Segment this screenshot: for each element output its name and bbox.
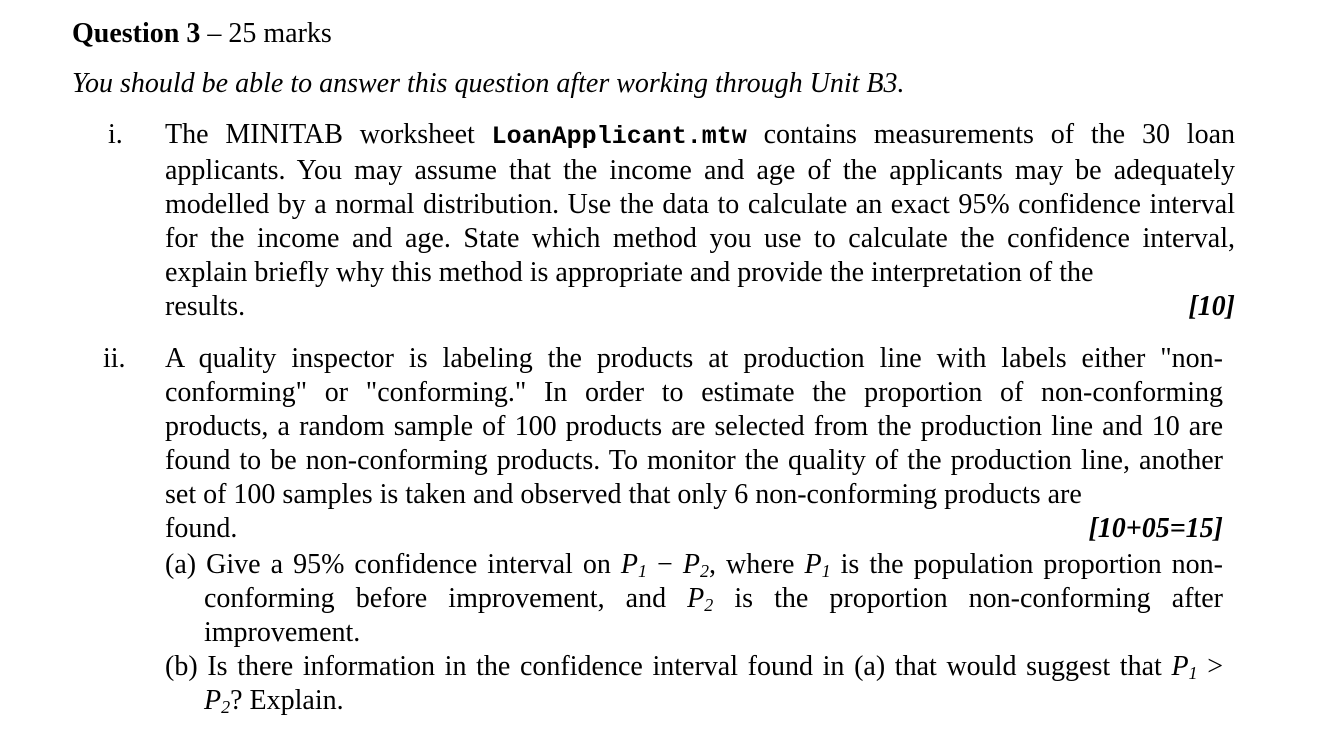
math-minus: − <box>647 549 683 580</box>
math-p1: $P_1$ <box>1171 651 1198 683</box>
part-ii-number: ii. <box>103 343 126 374</box>
part-ii-last-line <box>165 512 1223 546</box>
question-heading <box>72 16 332 52</box>
part-i-last-line <box>165 290 1235 324</box>
question-marks: 25 marks <box>228 18 332 49</box>
sub-question-a <box>165 548 1223 650</box>
sub-a-text-4: is the proportion non-conforming after improvement. <box>204 583 1223 648</box>
part-i-last-word: results. <box>165 291 246 322</box>
sub-a-text-3: is the population proportion non-conforming before improvement, and <box>204 549 1224 614</box>
part-i-text-body: contains measurements of the 30 loan applicants. You may assume that the income and age of the applicants may be adequately modelled by a normal distribution. Use the data to calculate an exact 95% confidence interval for the income and age. State which method you use to calculate the confidence interval, explain briefly why this method is appropriate and provide the interpretation of the <box>165 119 1235 288</box>
heading-separator: – <box>200 18 229 49</box>
math-p2: $P_2$ <box>204 685 231 717</box>
part-ii-text-body: A quality inspector is labeling the products at production line with labels either "non-conforming" or "conforming." In order to estimate the proportion of non-conforming products, a random sample of 100 products are selected from the production line and 10 are found to be non-conforming products. To monitor the quality of the production line, another set of 100 samples is taken and observed that only 6 non-conforming products are <box>165 343 1223 510</box>
math-p2: $P_2$ <box>682 549 709 581</box>
sub-b-text-2: ? Explain. <box>230 685 344 716</box>
part-ii-marks: [10+05=15] <box>1088 513 1223 544</box>
part-i-text <box>165 118 1235 324</box>
part-ii-text <box>165 342 1223 546</box>
sub-b-label: (b) <box>165 651 198 682</box>
math-p2: $P_2$ <box>687 583 714 615</box>
question-instruction: You should be able to answer this question after working through Unit B3. <box>72 68 905 99</box>
math-p1: $P_1$ <box>804 549 831 581</box>
part-ii-last-word: found. <box>165 513 238 544</box>
part-i-number: i. <box>108 119 123 150</box>
sub-b-text-1: Is there information in the confidence interval found in (a) that would suggest that <box>197 651 1172 682</box>
math-greater-than: > <box>1197 651 1223 682</box>
part-i-text-start: The MINITAB worksheet <box>165 119 492 150</box>
sub-a-text-2: , where <box>709 549 805 580</box>
sub-question-b <box>165 650 1223 718</box>
math-p1: $P_1$ <box>620 549 647 581</box>
sub-a-text-1: Give a 95% confidence interval on <box>196 549 621 580</box>
worksheet-filename: LoanApplicant.mtw <box>491 122 747 151</box>
part-i-marks: [10] <box>1188 291 1235 322</box>
question-title: Question 3 <box>72 18 201 49</box>
sub-a-label: (a) <box>165 549 197 580</box>
